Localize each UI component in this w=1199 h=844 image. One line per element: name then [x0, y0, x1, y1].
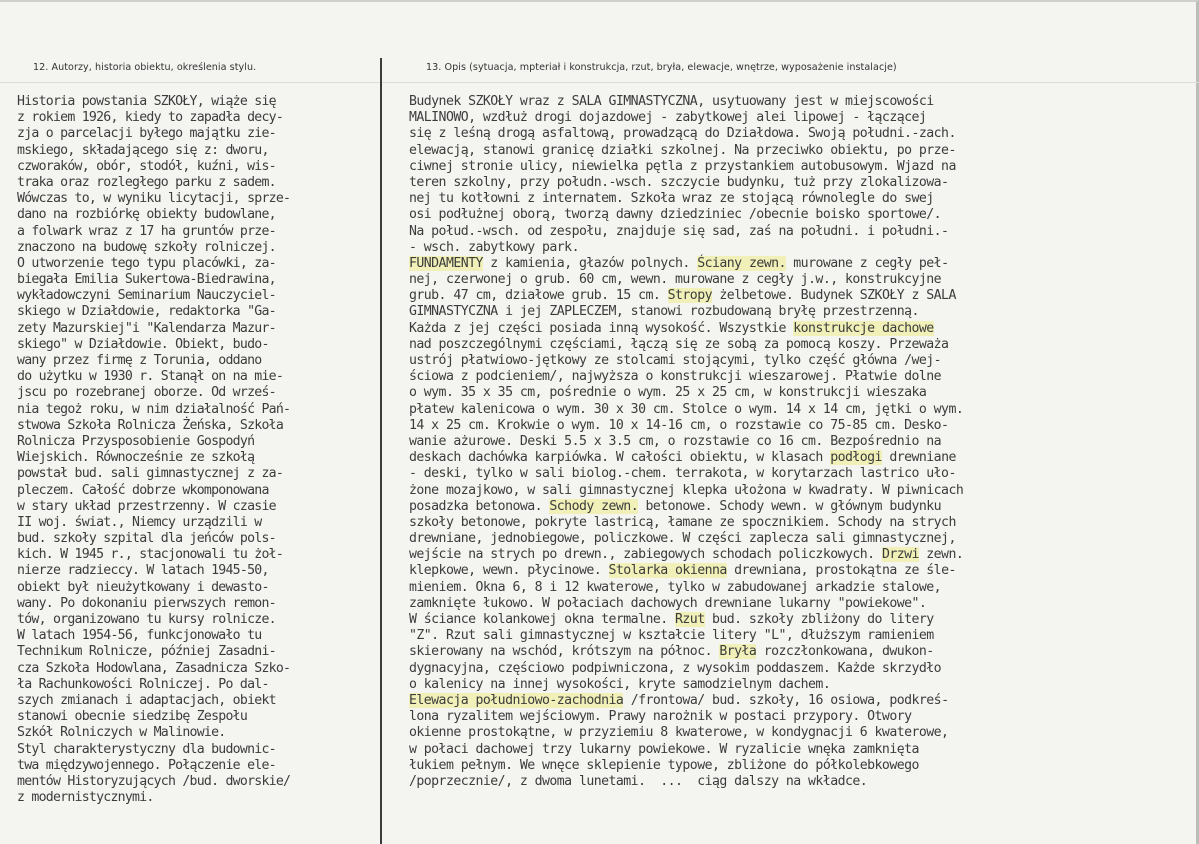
- description-line: o wym. 35 x 35 cm, pośrednie o wym. 25 x 25 cm, w konstrukcji wieszaka: [409, 385, 927, 401]
- history-column: [17, 94, 385, 806]
- description-line: /poprzecznie/, z dwoma lunetami. ... ciąg dalszy na wkładce.: [409, 773, 868, 789]
- description-line: elewacją, stanowi granicę działki szkolnej. Na przeciwko obiektu, po prze-: [409, 142, 956, 158]
- history-line: z modernistycznymi.: [17, 790, 154, 806]
- description-line: się z leśną drogą asfaltową, prowadzącą do Działdowa. Swoją południ.-zach.: [409, 126, 956, 142]
- description-line: osi podłużnej oborą, tworzą dawny dziedziniec /obecnie boisko sportowe/.: [409, 207, 942, 223]
- history-line: Rolnicza Przysposobienie Gospodyń: [17, 433, 255, 449]
- history-line: biegała Emilia Sukertowa-Biedrawina,: [17, 272, 276, 288]
- history-line: znaczono na budowę szkoły rolniczej.: [17, 239, 276, 255]
- history-line: pleczem. Całość dobrze wkomponowana: [17, 482, 269, 498]
- history-line: II woj. świat., Niemcy urządzili w: [17, 514, 262, 530]
- description-line: posadzka betonowa. Schody zewn. betonowe. Schody wewn. w głównym budynku: [409, 498, 942, 514]
- description-line: w połaci dachowej trzy lukarny powiekowe. W ryzalicie wnęka zamknięta: [409, 741, 919, 757]
- section-13-header: 13. Opis (sytuacja, mpteriał i konstrukcja, rzut, bryła, elewacje, wnętrze, wyposażenie instalacje): [426, 62, 897, 73]
- history-line: zety Mazurskiej"i "Kalendarza Mazur-: [17, 320, 276, 336]
- highlighted-term: Elewacja południowo-zachodnia: [409, 692, 624, 708]
- description-line: nej, czerwonej o grub. 60 cm, wewn. murowane z cegły j.w., konstrukcyjne: [409, 272, 942, 288]
- description-line: okienne prostokątne, w przyziemiu 8 kwaterowe, w kondygnacji 6 kwaterowe,: [409, 725, 949, 741]
- history-line: dano na rozbiórkę obiekty budowlane,: [17, 207, 276, 223]
- history-line: obiekt był nieużytkowany i dewasto-: [17, 579, 269, 595]
- description-line: nej tu kotłowni z internatem. Szkoła wraz ze stojącą równolegle do swej: [409, 191, 934, 207]
- description-line: Elewacja południowo-zachodnia /frontowa/ bud. szkoły, 16 osiowa, podkreś-: [409, 692, 949, 708]
- history-line: bud. szkoły szpital dla jeńców pols-: [17, 531, 276, 547]
- description-line: szkoły betonowe, pokryte lastricą, łamane ze spocznikiem. Schody na strych: [409, 514, 956, 530]
- history-line: kich. W 1945 r., stacjonowali tu żoł-: [17, 547, 284, 563]
- history-line: W latach 1954-56, funkcjonowało tu: [17, 628, 262, 644]
- highlighted-term: konstrukcje dachowe: [793, 320, 934, 336]
- description-line: deskach dachówka karpiówka. W całości obiektu, w klasach podłogi drewniane: [409, 450, 956, 466]
- description-line: ściowa z podcieniem/, najwyższa o konstrukcji wieszarowej. Płatwie dolne: [409, 369, 942, 385]
- description-line: wejście na strych po drewn., zabiegowych schodach policzkowych. Drzwi zewn.: [409, 547, 964, 563]
- history-line: Styl charakterystyczny dla budownic-: [17, 741, 276, 757]
- highlighted-term: podłogi: [830, 450, 882, 466]
- section-12-header: 12. Autorzy, historia obiektu, określenia stylu.: [33, 62, 257, 73]
- description-line: o kalenicy na innej wysokości, kryte samodzielnym dachem.: [409, 676, 831, 692]
- history-line: z rokiem 1926, kiedy to zapadła decy-: [17, 110, 284, 126]
- header-rule: [0, 82, 1199, 83]
- description-line: - wsch. zabytkowy park.: [409, 239, 579, 255]
- description-line: lona ryzalitem wejściowym. Prawy narożnik w postaci przypory. Otwory: [409, 709, 912, 725]
- history-line: powstał bud. sali gimnastycznej z za-: [17, 466, 284, 482]
- description-line: łukiem pełnym. We wnęce sklepienie typowe, zbliżone do półkolebkowego: [409, 757, 919, 773]
- history-line: twa międzywojennego. Połączenie ele-: [17, 757, 276, 773]
- history-line: nierze radzieccy. W latach 1945-50,: [17, 563, 269, 579]
- description-line: Na połud.-wsch. od zespołu, znajduje się sad, zaś na południ. i południ.-: [409, 223, 949, 239]
- description-line: MALINOWO, wzdłuż drogi dojazdowej - zabytkowej alei lipowej - łączącej: [409, 110, 927, 126]
- description-line: mieniem. Okna 6, 8 i 12 kwaterowe, tylko w zabudowanej arkadzie stalowe,: [409, 579, 942, 595]
- description-line: dygnacyjna, częściowo podpiwniczona, z wysokim poddaszem. Każde skrzydło: [409, 660, 942, 676]
- history-line: w stary układ przestrzenny. W czasie: [17, 498, 276, 514]
- history-line: wykładowczyni Seminarium Nauczyciel-: [17, 288, 276, 304]
- description-line: grub. 47 cm, działowe grub. 15 cm. Stropy żelbetowe. Budynek SZKOŁY z SALA: [409, 288, 956, 304]
- description-line: GIMNASTYCZNA i jej ZAPLECZEM, stanowi rozbudowaną bryłę przestrzenną.: [409, 304, 919, 320]
- history-line: wany. Po dokonaniu pierwszych remon-: [17, 595, 276, 611]
- description-line: zamknięte łukowo. W połaciach dachowych drewniane lukarny "powiekowe".: [409, 595, 927, 611]
- history-line: Technikum Rolnicze, później Zasadni-: [17, 644, 276, 660]
- description-line: Budynek SZKOŁY wraz z SALA GIMNASTYCZNA, usytuowany jest w miejscowości: [409, 94, 934, 109]
- description-line: W ściance kolankowej okna termalne. Rzut bud. szkoły zbliżony do litery: [409, 612, 934, 627]
- history-line: wany przez firmę z Torunia, oddano: [17, 353, 262, 368]
- history-line: nia tegoż roku, w nim działalność Pań-: [17, 401, 291, 417]
- description-line: - deski, tylko w sali biolog.-chem. terrakota, w korytarzach lastrico uło-: [409, 466, 956, 482]
- history-line: Szkół Rolniczych w Malinowie.: [17, 725, 226, 741]
- history-line: Wówczas to, w wyniku licytacji, sprze-: [17, 191, 291, 207]
- history-line: ła Rachunkowości Rolniczej. Po dal-: [17, 676, 269, 692]
- highlighted-term: FUNDAMENTY: [409, 255, 483, 271]
- description-line: ciwnej stronie ulicy, niewielka pętla z przystankiem autobusowym. Wjazd na: [409, 158, 956, 174]
- description-column: [409, 94, 1199, 790]
- description-line: FUNDAMENTY z kamienia, głazów polnych. Ściany zewn. murowane z cegły peł-: [409, 255, 949, 271]
- description-line: żone mozajkowo, w sali gimnastycznej klepka ułożona w kwadraty. W piwnicach: [409, 482, 964, 498]
- history-line: tów, organizowano tu kursy rolnicze.: [17, 612, 276, 627]
- history-line: traka oraz rozległego parku z sadem.: [17, 174, 276, 190]
- highlighted-term: Bryła: [719, 644, 757, 660]
- description-line: wanie ażurowe. Deski 5.5 x 3.5 cm, o rozstawie co 16 cm. Bezpośrednio na: [409, 433, 942, 449]
- description-line: teren szkolny, przy połudn.-wsch. szczycie budynku, tuż przy zlokalizowa-: [409, 174, 949, 190]
- history-line: Wiejskich. Równocześnie ze szkołą: [17, 450, 255, 466]
- highlighted-term: Schody zewn.: [549, 498, 639, 514]
- description-line: ustrój płatwiowo-jętkowy ze stolcami stojącymi, tylko część główna /wej-: [409, 353, 942, 368]
- history-line: skiego w Działdowie, redaktorka "Ga-: [17, 304, 276, 320]
- highlighted-term: Drzwi: [881, 547, 919, 563]
- description-line: "Z". Rzut sali gimnastycznej w kształcie litery "L", dłuższym ramieniem: [409, 628, 934, 644]
- highlighted-term: Stropy: [667, 288, 712, 304]
- history-line: Historia powstania SZKOŁY, wiąże się: [17, 94, 276, 109]
- description-line: płatew kalenicowa o wym. 30 x 30 cm. Stolce o wym. 14 x 14 cm, jętki o wym.: [409, 401, 964, 417]
- history-line: skiego" w Działdowie. Obiekt, budo-: [17, 336, 269, 352]
- history-line: mskiego, składającego się z: dworu,: [17, 142, 269, 158]
- history-line: a folwark wraz z 17 ha gruntów prze-: [17, 223, 276, 239]
- highlighted-term: Rzut: [675, 612, 705, 627]
- history-line: O utworzenie tego typu placówki, za-: [17, 255, 276, 271]
- history-line: do użytku w 1930 r. Stanął on na mie-: [17, 369, 284, 385]
- history-line: jscu po rozebranej oborze. Od wrześ-: [17, 385, 276, 401]
- highlighted-term: Stolarka okienna: [608, 563, 727, 579]
- history-line: cza Szkoła Hodowlana, Zasadnicza Szko-: [17, 660, 291, 676]
- history-line: zja o parcelacji byłego majątku zie-: [17, 126, 276, 142]
- description-line: skierowany na wschód, krótszym na północ. Bryła rozczłonkowana, dwukon-: [409, 644, 934, 660]
- history-line: stanowi obecnie siedzibę Zespołu: [17, 709, 248, 725]
- highlighted-term: Ściany zewn.: [697, 255, 786, 271]
- history-line: szych zmianach i adaptacjach, obiekt: [17, 692, 276, 708]
- history-line: stwowa Szkoła Rolnicza Żeńska, Szkoła: [17, 417, 284, 433]
- description-line: drewniane, jednobiegowe, policzkowe. W części zaplecza sali gimnastycznej,: [409, 531, 956, 547]
- description-line: 14 x 25 cm. Krokwie o wym. 10 x 14-16 cm, o rozstawie co 75-85 cm. Desko-: [409, 417, 949, 433]
- history-line: czworaków, obór, stodół, kuźni, wis-: [17, 158, 276, 174]
- description-line: Każda z jej części posiada inną wysokość. Wszystkie konstrukcje dachowe: [409, 320, 934, 336]
- history-line: mentów Historyzujących /bud. dworskie/: [17, 773, 291, 789]
- description-line: nad poszczególnymi częściami, łączą się ze sobą za pomocą koszy. Przeważa: [409, 336, 949, 352]
- description-line: klepkowe, wewn. płycinowe. Stolarka okienna drewniana, prostokątna ze śle-: [409, 563, 956, 579]
